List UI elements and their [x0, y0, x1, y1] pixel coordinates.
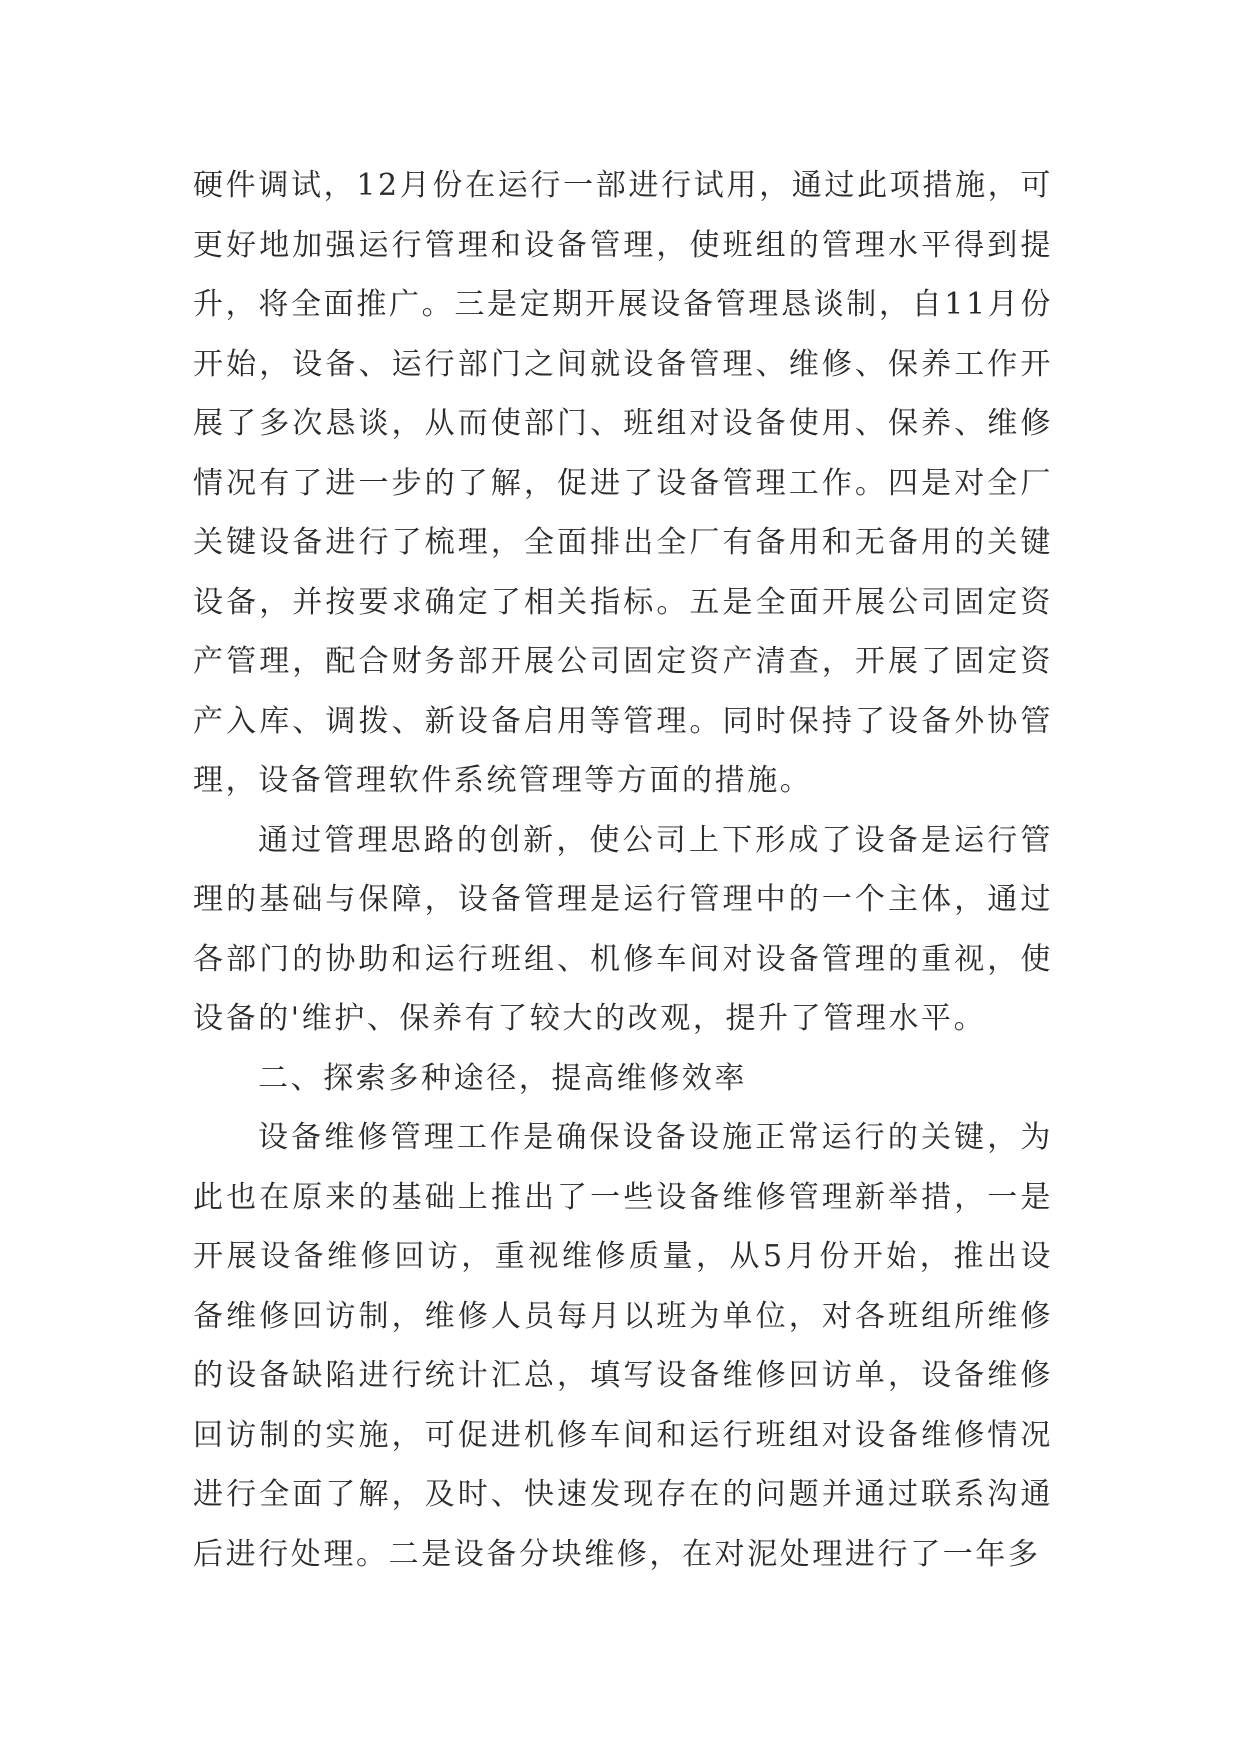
paragraph-2: 通过管理思路的创新，使公司上下形成了设备是运行管理的基础与保障，设备管理是运行管理中的一个主体，通过各部门的协助和运行班组、机修车间对设备管理的重视，使设备的'维护、保养有了较大的改观，提升了管理水平。 — [193, 822, 1053, 1036]
paragraph-1: 硬件调试，12月份在运行一部进行试用，通过此项措施，可更好地加强运行管理和设备管理，使班组的管理水平得到提升，将全面推广。三是定期开展设备管理恳谈制，自11月份开始，设备、运行部门之间就设备管理、维修、保养工作开展了多次恳谈，从而使部门、班组对设备使用、保养、维修情况有了进一步的了解，促进了设备管理工作。四是对全厂关键设备进行了梳理，全面排出全厂有备用和无备用的关键设备，并按要求确定了相关指标。五是全面开展公司固定资产管理，配合财务部开展公司固定资产清查，开展了固定资产入库、调拨、新设备启用等管理。同时保持了设备外协管理，设备管理软件系统管理等方面的措施。 — [193, 168, 1053, 798]
document-body — [193, 156, 1053, 1584]
paragraph-3: 设备维修管理工作是确保设备设施正常运行的关键，为此也在原来的基础上推出了一些设备维修管理新举措，一是开展设备维修回访，重视维修质量，从5月份开始，推出设备维修回访制，维修人员每月以班为单位，对各班组所维修的设备缺陷进行统计汇总，填写设备维修回访单，设备维修回访制的实施，可促进机修车间和运行班组对设备维修情况进行全面了解，及时、快速发现存在的问题并通过联系沟通后进行处理。二是设备分块维修，在对泥处理进行了一年多 — [193, 1120, 1053, 1572]
section-heading: 二、探索多种途径，提高维修效率 — [258, 1060, 747, 1096]
